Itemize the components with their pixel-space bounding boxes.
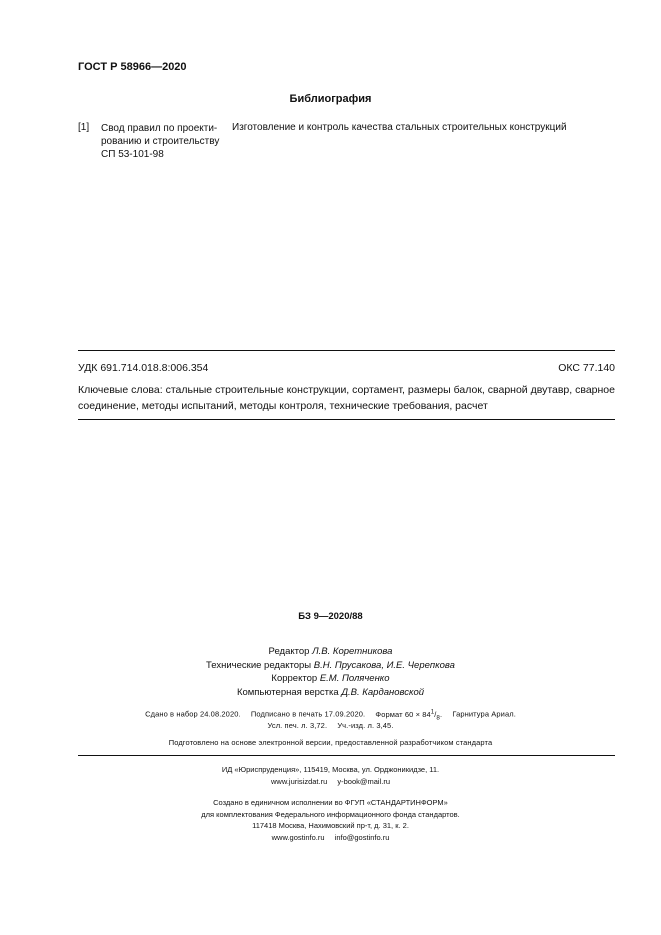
publisher-block	[0, 764, 661, 787]
publisher-address: ИД «Юриспруденция», 115419, Москва, ул. Орджоникидзе, 11.	[221, 765, 440, 774]
format: Формат $60 \times 84^1/_8$.	[375, 709, 443, 721]
bibliography-source-line: рованию и строительству	[101, 136, 220, 147]
bibliography-item-number: [1]	[78, 122, 90, 133]
editor-line	[0, 645, 661, 659]
publisher-contacts	[0, 776, 661, 788]
tech-editors-line	[0, 659, 661, 673]
print-details-line	[0, 709, 661, 721]
section-divider-top	[78, 350, 615, 351]
format-prefix: Формат 60 × 84	[375, 709, 431, 719]
layout-name: Д.В. Кардановской	[341, 686, 425, 698]
bibliography-title: Библиография	[289, 93, 372, 105]
tech-editors-label: Технические редакторы	[206, 659, 312, 671]
publisher-email-link[interactable]: y-book@mail.ru	[337, 776, 390, 786]
layout-line	[0, 686, 661, 700]
publishing-sheets: Уч.-изд. л. 3,45.	[337, 721, 394, 730]
editor-label: Редактор	[268, 646, 310, 657]
sheets-line	[0, 721, 661, 730]
format-denominator: 8	[436, 714, 440, 721]
format-numerator: 1	[430, 709, 435, 715]
layout-label: Компьютерная верстка	[236, 686, 339, 698]
section-divider-bottom	[78, 419, 615, 420]
bibliography-source-line: Свод правил по проекти-	[101, 123, 218, 134]
keywords: Ключевые слова: стальные строительные конструкции, сортамент, размеры балок, сварной двутавр, сварное соединение, методы испытаний, методы контроля, технические требования, расчет	[78, 384, 615, 412]
bibliography-source-line: СП 53-101-98	[101, 149, 164, 160]
oks-code: ОКС 77.140	[558, 362, 615, 374]
prepared-note: Подготовлено на основе электронной версии, предоставленной разработчиком стандарта	[168, 738, 493, 747]
bibliography-item-source	[101, 122, 225, 161]
print-sheets: Усл. печ. л. 3,72.	[267, 721, 328, 730]
footer-divider	[78, 755, 615, 756]
creator-block	[0, 797, 661, 843]
corrector-label: Корректор	[271, 673, 318, 684]
creator-contacts	[0, 832, 661, 844]
creator-line: 117418 Москва, Нахимовский пр-т, д. 31, к. 2.	[252, 821, 409, 830]
corrector-name: Е.М. Поляченко	[319, 673, 390, 684]
creator-site-link[interactable]: www.gostinfo.ru	[271, 832, 325, 842]
publisher-site-link[interactable]: www.jurisizdat.ru	[271, 776, 328, 786]
udk-code: УДК 691.714.018.8:006.354	[78, 362, 209, 374]
corrector-line	[0, 672, 661, 686]
editorial-credits	[0, 645, 661, 699]
signed-date: Подписано в печать 17.09.2020.	[250, 709, 366, 719]
typeface: Гарнитура Ариал.	[452, 709, 516, 719]
creator-email-link[interactable]: info@gostinfo.ru	[334, 832, 390, 842]
submitted-date: Сдано в набор 24.08.2020.	[145, 709, 241, 719]
bibliography-item-title: Изготовление и контроль качества стальных строительных конструкций	[232, 122, 567, 133]
document-code: ГОСТ Р 58966—2020	[78, 61, 187, 73]
creator-line: Создано в единичном исполнении во ФГУП «СТАНДАРТИНФОРМ»	[213, 798, 448, 807]
creator-line: для комплектования Федерального информационного фонда стандартов.	[201, 809, 460, 819]
editor-name: Л.В. Коретникова	[312, 646, 393, 657]
bz-number: БЗ 9—2020/88	[298, 611, 363, 622]
tech-editors-names: В.Н. Прусакова, И.Е. Черепкова	[313, 659, 455, 671]
